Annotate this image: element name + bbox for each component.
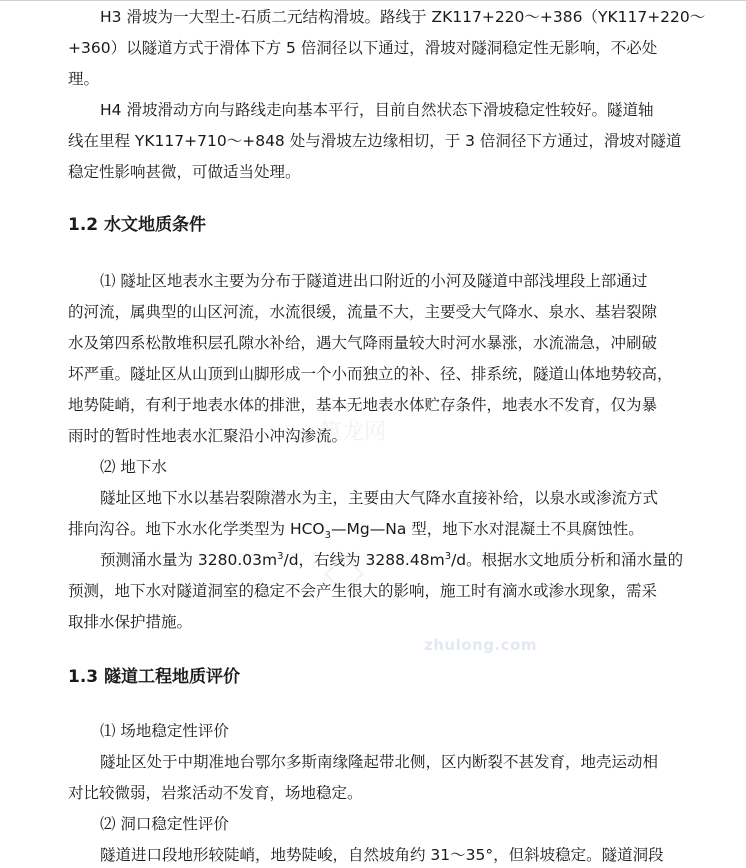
p-12-3-line-1: 预测涌水量为 $3280.03m^3/d$，右线为 $3288.48m^3/d$。根据水文地质分析和涌水量的 xyxy=(100,550,684,569)
p-12-1-line-3: 水及第四系松散堆积层孔隙水补给，遇大气降雨量较大时河水暴涨，水流湍急，冲刷破 xyxy=(68,334,658,352)
watermark-cn: 筑龙网 xyxy=(320,420,387,445)
p-13-1-line-1: 隧址区处于中期准地台鄂尔多斯南缘隆起带北侧，区内断裂不甚发育，地壳运动相 xyxy=(100,753,659,771)
p-12-1-line-2: 的河流，属典型的山区河流，水流很缓，流量不大，主要受大气降水、泉水、基岩裂隙 xyxy=(68,303,658,321)
p-h3-line-3: 理。 xyxy=(68,70,100,88)
heading-1-2: 1.2 水文地质条件 xyxy=(68,215,207,235)
heading-1-3: 1.3 隧道工程地质评价 xyxy=(68,667,241,687)
p-12-2-line-2: 排向沟谷。地下水水化学类型为 $HCO_3—Mg—Na$ 型，地下水对混凝土不具腐蚀性。 xyxy=(68,520,644,542)
p-12-3-line-2: 预测，地下水对隧道洞室的稳定不会产生很大的影响，施工时有滴水或渗水现象，需采 xyxy=(68,582,658,600)
chem-formula: $HCO_3—Mg—Na$ 型，地下水对混凝土不具腐蚀性。 xyxy=(289,520,644,542)
p-12-1-line-4: 坏严重。隧址区从山顶到山脚形成一个小而独立的补、径、排系统，隧道山体地势较高， xyxy=(68,365,673,383)
p-12-2-line-1: 隧址区地下水以基岩裂隙潜水为主，主要由大气降水直接补给，以泉水或渗流方式 xyxy=(100,489,659,507)
p-13-1-title: ⑴ 场地稳定性评价 xyxy=(100,722,229,740)
p-13-2-title: ⑵ 洞口稳定性评价 xyxy=(100,815,229,833)
p-h4-line-3: 稳定性影响甚微，可做适当处理。 xyxy=(68,163,301,181)
p-12-1-line-1: ⑴ 隧址区地表水主要为分布于隧道进出口附近的小河及隧道中部浅埋段上部通过 xyxy=(100,272,648,290)
p-13-2-line-1: 隧道进口段地形较陡峭，地势陡峻，自然坡角约 31～35°，但斜坡稳定。隧道洞段 xyxy=(100,846,664,864)
watermark-site: zhulong.com xyxy=(424,636,537,654)
p-h4-line-2: 线在里程 YK117+710～+848 处与滑坡左边缘相切，于 3 倍洞径下方通过，滑坡对隧道 xyxy=(68,132,682,150)
p-12-3-line-3: 取排水保护措施。 xyxy=(68,613,193,631)
p-h4-line-1: H4 滑坡滑动方向与路线走向基本平行，目前自然状态下滑坡稳定性较好。隧道轴 xyxy=(100,101,654,119)
p-h3-line-1: H3 滑坡为一大型土-石质二元结构滑坡。路线于 ZK117+220～+386（YK117+220～ xyxy=(100,8,706,26)
p-h3-line-2: +360）以隧道方式于滑体下方 5 倍洞径以下通过，滑坡对隧洞稳定性无影响，不必处 xyxy=(68,39,658,57)
p-12-1-line-5: 地势陡峭，有利于地表水体的排泄，基本无地表水体贮存条件，地表水不发育，仅为暴 xyxy=(68,396,658,414)
p-12-2-title: ⑵ 地下水 xyxy=(100,458,167,476)
p-12-1-line-6: 雨时的暂时性地表水汇聚沿小冲沟渗流。 xyxy=(68,427,348,445)
p-13-1-line-2: 对比较微弱，岩浆活动不发育，场地稳定。 xyxy=(68,784,363,802)
page-top-border xyxy=(0,0,746,1)
